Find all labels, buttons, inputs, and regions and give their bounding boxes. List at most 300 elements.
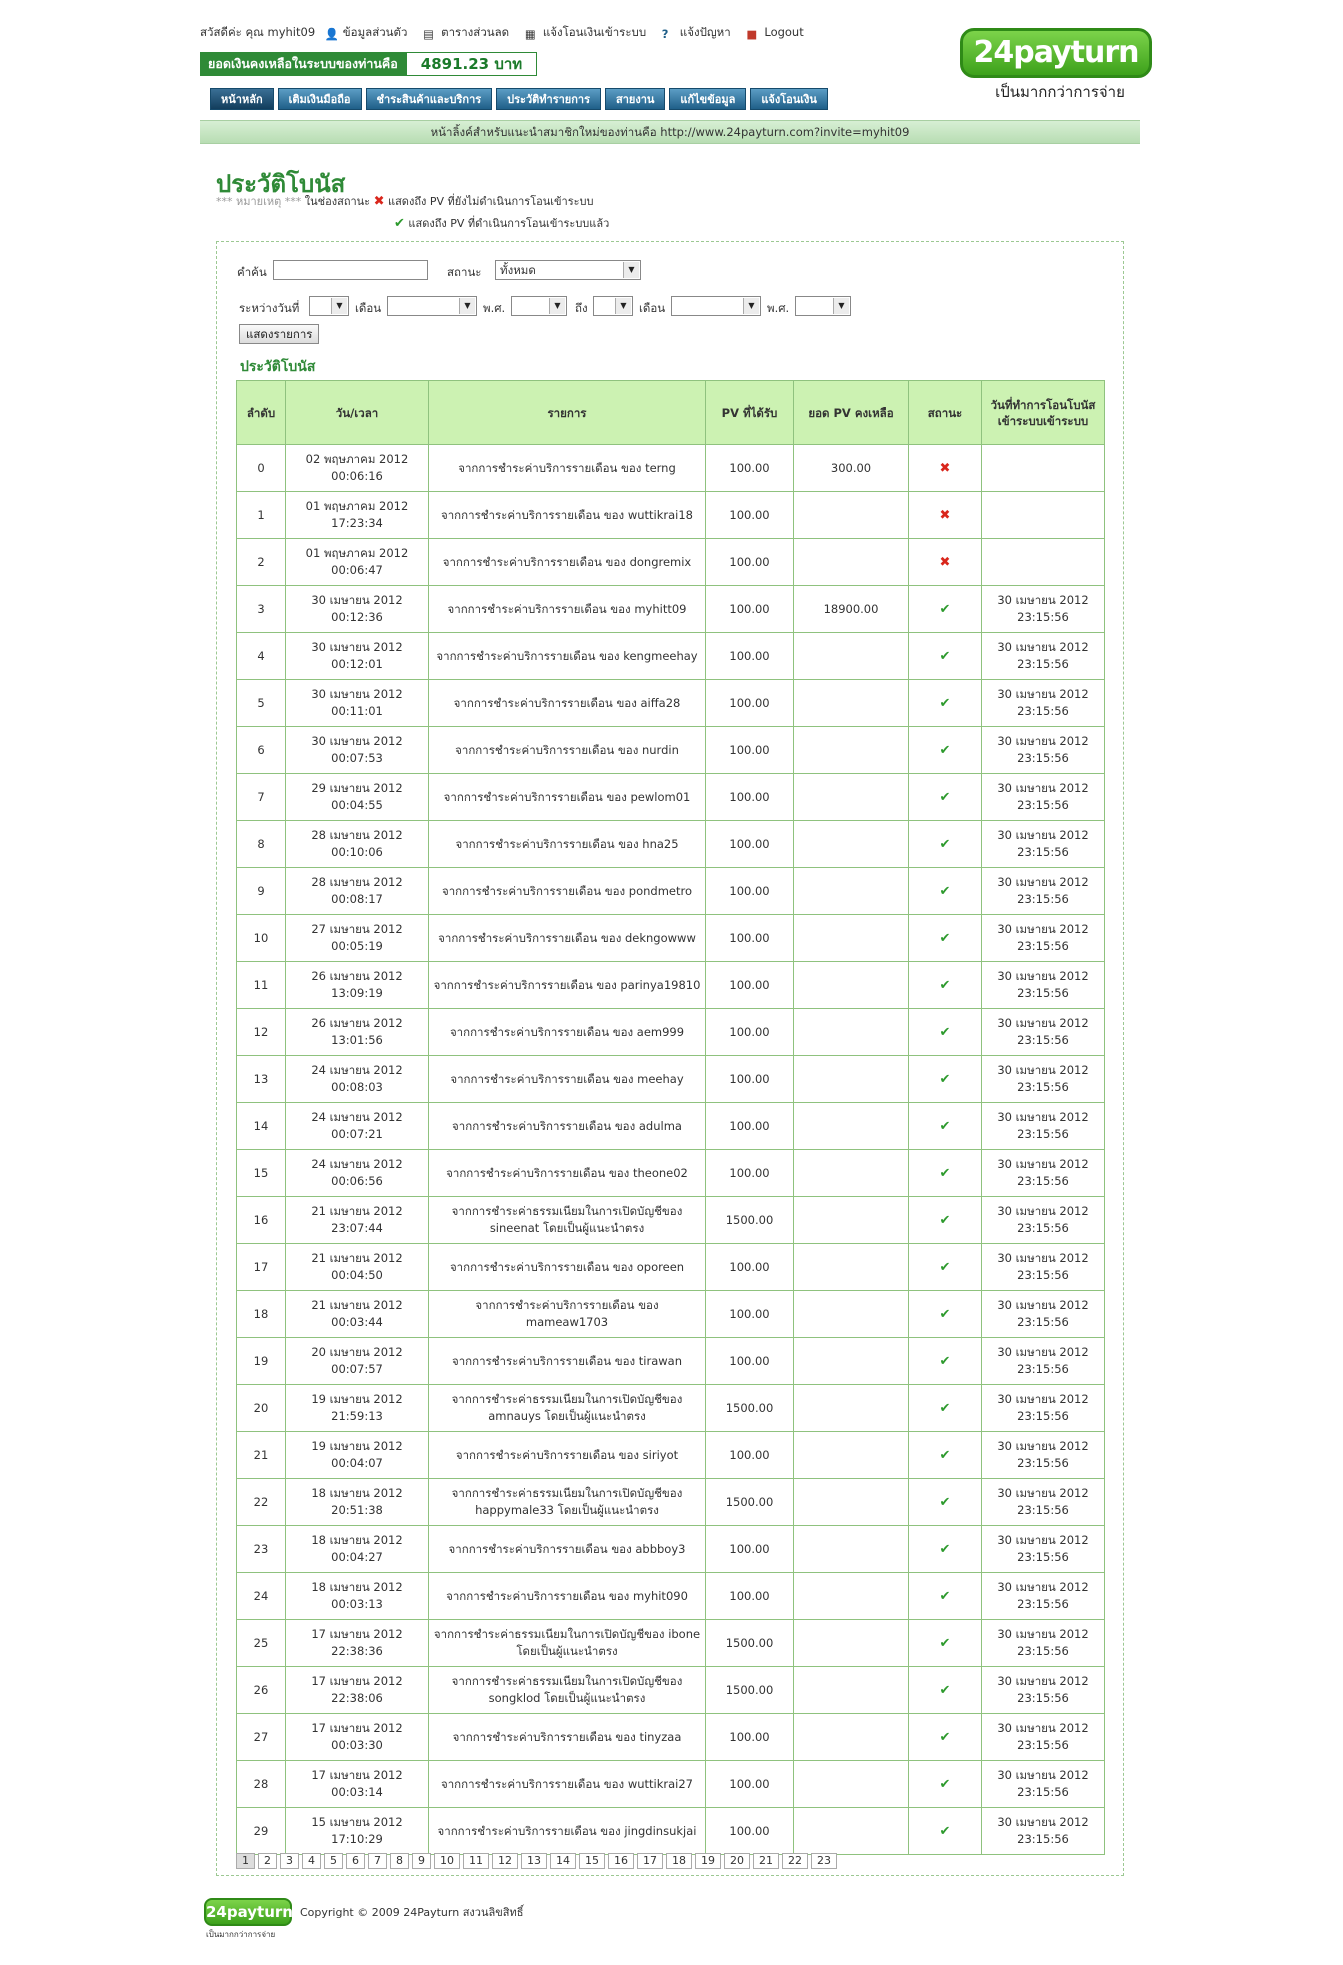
logo-tagline: เป็นมากกว่าการจ่าย [995, 83, 1125, 101]
cell-status [909, 1620, 982, 1667]
cell-item: จากการชำระค่าบริการรายเดือน ของ oporeen [429, 1244, 706, 1291]
cell-transfer-date: 30 เมษายน 2012 23:15:56 [982, 680, 1105, 727]
cell-status [909, 680, 982, 727]
cell-pv-balance [794, 821, 909, 868]
cell-transfer-date: 30 เมษายน 2012 23:15:56 [982, 1385, 1105, 1432]
cell-pv-balance [794, 1432, 909, 1479]
cell-pv-balance [794, 1244, 909, 1291]
cell-no: 14 [237, 1103, 286, 1150]
cell-transfer-date: 30 เมษายน 2012 23:15:56 [982, 1197, 1105, 1244]
cell-item: จากการชำระค่าบริการรายเดือน ของ tirawan [429, 1338, 706, 1385]
cell-pv: 100.00 [706, 1009, 794, 1056]
cell-datetime: 26 เมษายน 2012 13:01:56 [286, 1009, 429, 1056]
cell-pv: 100.00 [706, 1526, 794, 1573]
cell-datetime: 21 เมษายน 2012 00:03:44 [286, 1291, 429, 1338]
page-link[interactable]: 15 [579, 1853, 605, 1869]
cell-pv-balance [794, 680, 909, 727]
page-link[interactable]: 19 [695, 1853, 721, 1869]
day-to-select[interactable] [593, 296, 633, 316]
cell-no: 21 [237, 1432, 286, 1479]
cell-pv-balance [794, 539, 909, 586]
cell-datetime: 30 เมษายน 2012 00:07:53 [286, 727, 429, 774]
page-link[interactable]: 2 [258, 1853, 277, 1869]
tab-mobile-topup[interactable]: เติมเงินมือถือ [278, 88, 362, 110]
month-from-label: เดือน [355, 301, 382, 315]
cell-status [909, 445, 982, 492]
cell-datetime: 15 เมษายน 2012 17:10:29 [286, 1808, 429, 1855]
greeting: สวัสดีค่ะ คุณ myhit09 [200, 25, 316, 39]
cell-transfer-date: 30 เมษายน 2012 23:15:56 [982, 868, 1105, 915]
page-link[interactable]: 13 [521, 1853, 547, 1869]
brand-logo[interactable] [960, 28, 1160, 104]
check-icon: ✔ [939, 601, 951, 617]
cell-no: 8 [237, 821, 286, 868]
check-icon: ✔ [939, 1541, 951, 1557]
cell-item: จากการชำระค่าบริการรายเดือน ของ parinya19810 [429, 962, 706, 1009]
cell-transfer-date: 30 เมษายน 2012 23:15:56 [982, 962, 1105, 1009]
cell-status [909, 962, 982, 1009]
report-problem-link[interactable]: ? แจ้งปัญหา [661, 25, 731, 41]
chevron-down-icon: ▼ [833, 298, 849, 314]
table-row [237, 1667, 1105, 1714]
cell-pv-balance [794, 633, 909, 680]
note-done: แสดงถึง PV ที่ดำเนินการโอนเข้าระบบแล้ว [408, 217, 610, 230]
cell-pv: 100.00 [706, 821, 794, 868]
table-row [237, 821, 1105, 868]
cell-transfer-date: 30 เมษายน 2012 23:15:56 [982, 1479, 1105, 1526]
table-row [237, 586, 1105, 633]
cell-pv: 100.00 [706, 1808, 794, 1855]
cell-status [909, 727, 982, 774]
cell-item: จากการชำระค่าบริการรายเดือน ของ siriyot [429, 1432, 706, 1479]
check-icon: ✔ [939, 1494, 951, 1510]
page-link[interactable]: 14 [550, 1853, 576, 1869]
page-link[interactable]: 8 [390, 1853, 409, 1869]
cell-pv-balance [794, 1338, 909, 1385]
table-row [237, 680, 1105, 727]
cell-status [909, 774, 982, 821]
cell-datetime: 26 เมษายน 2012 13:09:19 [286, 962, 429, 1009]
table-row [237, 1432, 1105, 1479]
cell-pv-balance [794, 492, 909, 539]
cell-pv: 100.00 [706, 445, 794, 492]
cell-transfer-date: 30 เมษายน 2012 23:15:56 [982, 1009, 1105, 1056]
cell-datetime: 28 เมษายน 2012 00:10:06 [286, 821, 429, 868]
page-link[interactable]: 12 [492, 1853, 518, 1869]
table-header-row [237, 381, 1105, 445]
page-link[interactable]: 4 [302, 1853, 321, 1869]
cell-datetime: 24 เมษายน 2012 00:08:03 [286, 1056, 429, 1103]
check-icon: ✔ [939, 1447, 951, 1463]
note-line-1 [216, 192, 594, 210]
cell-pv: 1500.00 [706, 1667, 794, 1714]
cell-pv: 100.00 [706, 539, 794, 586]
col-status: สถานะ [909, 381, 982, 445]
cell-no: 22 [237, 1479, 286, 1526]
to-label: ถึง [575, 301, 588, 315]
cell-transfer-date: 30 เมษายน 2012 23:15:56 [982, 1103, 1105, 1150]
cell-pv-balance [794, 1714, 909, 1761]
cell-no: 0 [237, 445, 286, 492]
cell-item: จากการชำระค่าธรรมเนียมในการเปิดบัญชีของ songklod โดยเป็นผู้แนะนำตรง [429, 1667, 706, 1714]
cell-item: จากการชำระค่าบริการรายเดือน ของ mameaw1703 [429, 1291, 706, 1338]
table-row [237, 962, 1105, 1009]
cell-no: 4 [237, 633, 286, 680]
cross-icon: ✖ [939, 554, 951, 570]
check-icon: ✔ [939, 695, 951, 711]
check-icon: ✔ [394, 216, 405, 231]
cell-item: จากการชำระค่าบริการรายเดือน ของ kengmeehay [429, 633, 706, 680]
check-icon: ✔ [939, 789, 951, 805]
page-link[interactable]: 21 [753, 1853, 779, 1869]
day-from-select[interactable] [309, 296, 349, 316]
cell-pv: 1500.00 [706, 1385, 794, 1432]
cell-datetime: 18 เมษายน 2012 00:04:27 [286, 1526, 429, 1573]
cell-item: จากการชำระค่าบริการรายเดือน ของ wuttikrai18 [429, 492, 706, 539]
cell-no: 27 [237, 1714, 286, 1761]
cell-status [909, 1150, 982, 1197]
table-row [237, 1009, 1105, 1056]
cell-pv-balance [794, 774, 909, 821]
table-row [237, 1526, 1105, 1573]
page-link[interactable]: 6 [346, 1853, 365, 1869]
check-icon: ✔ [939, 1259, 951, 1275]
balance-value: 4891.23 บาท [406, 52, 537, 76]
cell-transfer-date: 30 เมษายน 2012 23:15:56 [982, 1808, 1105, 1855]
cell-item: จากการชำระค่าบริการรายเดือน ของ aiffa28 [429, 680, 706, 727]
page-link[interactable]: 22 [782, 1853, 808, 1869]
cell-datetime: 17 เมษายน 2012 00:03:14 [286, 1761, 429, 1808]
cell-item: จากการชำระค่าบริการรายเดือน ของ pewlom01 [429, 774, 706, 821]
month-to-select[interactable] [671, 296, 761, 316]
footer-logo-tagline: เป็นมากกว่าการจ่าย [206, 1930, 276, 1939]
tab-pay-bills[interactable]: ชำระสินค้าและบริการ [366, 88, 493, 110]
cell-status [909, 633, 982, 680]
cell-datetime: 19 เมษายน 2012 00:04:07 [286, 1432, 429, 1479]
cell-item: จากการชำระค่าบริการรายเดือน ของ abbboy3 [429, 1526, 706, 1573]
cell-transfer-date: 30 เมษายน 2012 23:15:56 [982, 1667, 1105, 1714]
cell-no: 18 [237, 1291, 286, 1338]
tab-history[interactable]: ประวัติทำรายการ [496, 88, 601, 110]
table-row [237, 774, 1105, 821]
cell-item: จากการชำระค่าธรรมเนียมในการเปิดบัญชีของ sineenat โดยเป็นผู้แนะนำตรง [429, 1197, 706, 1244]
table-row [237, 1197, 1105, 1244]
cell-pv: 100.00 [706, 727, 794, 774]
keyword-label: คำค้น [237, 265, 267, 279]
table-row [237, 633, 1105, 680]
cell-status [909, 1573, 982, 1620]
cell-transfer-date: 30 เมษายน 2012 23:15:56 [982, 1291, 1105, 1338]
cell-no: 19 [237, 1338, 286, 1385]
cell-no: 1 [237, 492, 286, 539]
check-icon: ✔ [939, 930, 951, 946]
document-icon: ▦ [524, 27, 536, 41]
check-icon: ✔ [939, 1729, 951, 1745]
cell-pv: 100.00 [706, 1432, 794, 1479]
cell-no: 2 [237, 539, 286, 586]
cell-pv: 100.00 [706, 1338, 794, 1385]
tab-home[interactable]: หน้าหลัก [210, 88, 274, 110]
cell-datetime: 18 เมษายน 2012 00:03:13 [286, 1573, 429, 1620]
cell-pv: 100.00 [706, 1291, 794, 1338]
cell-transfer-date: 30 เมษายน 2012 23:15:56 [982, 1056, 1105, 1103]
table-row [237, 492, 1105, 539]
chevron-down-icon: ▼ [615, 298, 631, 314]
cell-status [909, 1432, 982, 1479]
cell-item: จากการชำระค่าบริการรายเดือน ของ jingdinsukjai [429, 1808, 706, 1855]
profile-link[interactable]: 👤 ข้อมูลส่วนตัว [324, 25, 408, 41]
cell-datetime: 19 เมษายน 2012 21:59:13 [286, 1385, 429, 1432]
cell-pv: 100.00 [706, 1573, 794, 1620]
check-icon: ✔ [939, 1118, 951, 1134]
cell-transfer-date: 30 เมษายน 2012 23:15:56 [982, 586, 1105, 633]
page-link[interactable]: 18 [666, 1853, 692, 1869]
check-icon: ✔ [939, 1071, 951, 1087]
transfer-notice-link[interactable]: ▦ แจ้งโอนเงินเข้าระบบ [524, 25, 647, 41]
col-pv-balance: ยอด PV คงเหลือ [794, 381, 909, 445]
cell-pv-balance [794, 1808, 909, 1855]
month-to-label: เดือน [639, 301, 666, 315]
cell-status [909, 1103, 982, 1150]
pagination [236, 1853, 837, 1869]
footer-logo[interactable]: 24payturn [204, 1898, 292, 1926]
bonus-history-table [236, 380, 1105, 1855]
cell-transfer-date: 30 เมษายน 2012 23:15:56 [982, 915, 1105, 962]
cell-pv-balance [794, 727, 909, 774]
table-row [237, 1620, 1105, 1667]
cell-pv-balance [794, 1573, 909, 1620]
cell-item: จากการชำระค่าธรรมเนียมในการเปิดบัญชีของ amnauys โดยเป็นผู้แนะนำตรง [429, 1385, 706, 1432]
cell-status [909, 1197, 982, 1244]
check-icon: ✔ [939, 1400, 951, 1416]
status-select-value: ทั้งหมด [500, 263, 536, 277]
cell-status [909, 1056, 982, 1103]
check-icon: ✔ [939, 648, 951, 664]
check-icon: ✔ [939, 836, 951, 852]
table-row [237, 915, 1105, 962]
page-link[interactable]: 20 [724, 1853, 750, 1869]
cell-no: 6 [237, 727, 286, 774]
page-link[interactable]: 10 [434, 1853, 460, 1869]
page-link[interactable]: 7 [368, 1853, 387, 1869]
logout-link[interactable]: ■ Logout [746, 25, 804, 41]
page-link[interactable]: 17 [637, 1853, 663, 1869]
cell-transfer-date: 30 เมษายน 2012 23:15:56 [982, 1338, 1105, 1385]
page-link[interactable]: 23 [811, 1853, 837, 1869]
cell-no: 24 [237, 1573, 286, 1620]
cell-datetime: 17 เมษายน 2012 00:03:30 [286, 1714, 429, 1761]
cell-datetime: 02 พฤษภาคม 2012 00:06:16 [286, 445, 429, 492]
cell-pv: 100.00 [706, 915, 794, 962]
cell-transfer-date: 30 เมษายน 2012 23:15:56 [982, 727, 1105, 774]
cell-item: จากการชำระค่าบริการรายเดือน ของ adulma [429, 1103, 706, 1150]
cell-datetime: 28 เมษายน 2012 00:08:17 [286, 868, 429, 915]
show-list-button[interactable]: แสดงรายการ [239, 324, 319, 344]
cell-transfer-date: 30 เมษายน 2012 23:15:56 [982, 1244, 1105, 1291]
cell-no: 23 [237, 1526, 286, 1573]
cell-item: จากการชำระค่าบริการรายเดือน ของ hna25 [429, 821, 706, 868]
top-links [200, 24, 816, 42]
discount-table-link[interactable]: ▤ ตารางส่วนลด [423, 25, 510, 41]
cell-status [909, 1338, 982, 1385]
cell-status [909, 1667, 982, 1714]
cell-pv-balance [794, 1150, 909, 1197]
cell-status [909, 492, 982, 539]
table-row [237, 1385, 1105, 1432]
cell-status [909, 1009, 982, 1056]
cell-pv-balance [794, 1526, 909, 1573]
cell-datetime: 20 เมษายน 2012 00:07:57 [286, 1338, 429, 1385]
cell-pv-balance [794, 1103, 909, 1150]
footer [204, 1898, 524, 1939]
table-row [237, 1291, 1105, 1338]
cell-item: จากการชำระค่าธรรมเนียมในการเปิดบัญชีของ happymale33 โดยเป็นผู้แนะนำตรง [429, 1479, 706, 1526]
cell-pv-balance [794, 1291, 909, 1338]
cell-pv-balance [794, 868, 909, 915]
cell-datetime: 27 เมษายน 2012 00:05:19 [286, 915, 429, 962]
cell-pv: 100.00 [706, 1103, 794, 1150]
cell-status [909, 1385, 982, 1432]
cross-icon: ✖ [939, 507, 951, 523]
note-prefix: *** หมายเหตุ *** [216, 195, 302, 208]
cell-no: 3 [237, 586, 286, 633]
cell-no: 5 [237, 680, 286, 727]
page-title: ประวัติโบนัส [216, 170, 346, 198]
cell-datetime: 24 เมษายน 2012 00:06:56 [286, 1150, 429, 1197]
cell-status [909, 1714, 982, 1761]
cell-pv-balance [794, 1056, 909, 1103]
cell-no: 15 [237, 1150, 286, 1197]
cell-datetime: 30 เมษายน 2012 00:11:01 [286, 680, 429, 727]
cell-pv: 100.00 [706, 1714, 794, 1761]
year-to-select[interactable] [795, 296, 851, 316]
page-link[interactable]: 16 [608, 1853, 634, 1869]
cell-pv: 100.00 [706, 1056, 794, 1103]
cell-no: 7 [237, 774, 286, 821]
cell-transfer-date [982, 539, 1105, 586]
cell-no: 11 [237, 962, 286, 1009]
tab-network[interactable]: สายงาน [605, 88, 665, 110]
cell-item: จากการชำระค่าบริการรายเดือน ของ nurdin [429, 727, 706, 774]
cell-status [909, 1761, 982, 1808]
cell-item: จากการชำระค่าธรรมเนียมในการเปิดบัญชีของ ibone โดยเป็นผู้แนะนำตรง [429, 1620, 706, 1667]
cell-pv-balance [794, 962, 909, 1009]
logo-text: 24payturn [960, 28, 1152, 78]
chevron-down-icon: ▼ [623, 262, 639, 278]
lock-icon: ■ [746, 27, 758, 41]
cell-pv: 100.00 [706, 492, 794, 539]
cell-pv-balance [794, 1197, 909, 1244]
table-row [237, 1808, 1105, 1855]
table-row [237, 1338, 1105, 1385]
cell-pv-balance: 18900.00 [794, 586, 909, 633]
keyword-input[interactable] [273, 260, 428, 280]
cell-pv-balance [794, 1385, 909, 1432]
table-row [237, 868, 1105, 915]
check-icon: ✔ [939, 1588, 951, 1604]
check-icon: ✔ [939, 1823, 951, 1839]
cell-no: 28 [237, 1761, 286, 1808]
month-from-select[interactable] [387, 296, 477, 316]
cell-no: 16 [237, 1197, 286, 1244]
table-icon: ▤ [423, 27, 434, 41]
cell-transfer-date: 30 เมษายน 2012 23:15:56 [982, 1150, 1105, 1197]
cell-status [909, 915, 982, 962]
cell-no: 29 [237, 1808, 286, 1855]
cell-pv-balance [794, 1009, 909, 1056]
tab-edit-profile[interactable]: แก้ไขข้อมูล [669, 88, 746, 110]
cell-datetime: 18 เมษายน 2012 20:51:38 [286, 1479, 429, 1526]
table-title: ประวัติโบนัส [240, 359, 316, 375]
cell-datetime: 30 เมษายน 2012 00:12:01 [286, 633, 429, 680]
table-row [237, 539, 1105, 586]
chevron-down-icon: ▼ [459, 298, 475, 314]
year-from-select[interactable] [511, 296, 567, 316]
cell-datetime: 01 พฤษภาคม 2012 00:06:47 [286, 539, 429, 586]
cell-item: จากการชำระค่าบริการรายเดือน ของ aem999 [429, 1009, 706, 1056]
cell-datetime: 21 เมษายน 2012 00:04:50 [286, 1244, 429, 1291]
table-row [237, 1103, 1105, 1150]
cell-no: 10 [237, 915, 286, 962]
check-icon: ✔ [939, 977, 951, 993]
page-link[interactable]: 3 [280, 1853, 299, 1869]
col-item: รายการ [429, 381, 706, 445]
invite-bar: หน้าลิ้งค์สำหรับแนะนำสมาชิกใหม่ของท่านคือ http://www.24payturn.com?invite=myhit09 [200, 120, 1140, 144]
page-link[interactable]: 9 [412, 1853, 431, 1869]
chevron-down-icon: ▼ [549, 298, 565, 314]
cell-no: 13 [237, 1056, 286, 1103]
page-link[interactable]: 5 [324, 1853, 343, 1869]
cell-pv: 1500.00 [706, 1197, 794, 1244]
check-icon: ✔ [939, 883, 951, 899]
tab-transfer-notice[interactable]: แจ้งโอนเงิน [750, 88, 828, 110]
page-link[interactable]: 11 [463, 1853, 489, 1869]
check-icon: ✔ [939, 742, 951, 758]
status-select[interactable] [495, 260, 641, 280]
col-datetime: วัน/เวลา [286, 381, 429, 445]
chevron-down-icon: ▼ [743, 298, 759, 314]
cell-pv: 100.00 [706, 1761, 794, 1808]
check-icon: ✔ [939, 1212, 951, 1228]
cell-transfer-date: 30 เมษายน 2012 23:15:56 [982, 1526, 1105, 1573]
cell-transfer-date: 30 เมษายน 2012 23:15:56 [982, 1620, 1105, 1667]
cell-pv: 100.00 [706, 680, 794, 727]
cell-pv: 100.00 [706, 633, 794, 680]
cell-no: 9 [237, 868, 286, 915]
cell-status [909, 586, 982, 633]
table-row [237, 1150, 1105, 1197]
cell-pv: 1500.00 [706, 1620, 794, 1667]
status-label: สถานะ [447, 265, 482, 279]
cell-datetime: 17 เมษายน 2012 22:38:36 [286, 1620, 429, 1667]
help-icon: ? [661, 27, 669, 41]
page-link[interactable]: 1 [236, 1853, 255, 1869]
cell-no: 17 [237, 1244, 286, 1291]
cell-item: จากการชำระค่าบริการรายเดือน ของ myhit090 [429, 1573, 706, 1620]
cell-pv-balance [794, 1620, 909, 1667]
col-pv: PV ที่ได้รับ [706, 381, 794, 445]
table-row [237, 1479, 1105, 1526]
cell-no: 20 [237, 1385, 286, 1432]
user-icon: 👤 [324, 27, 340, 41]
cell-status [909, 1526, 982, 1573]
cell-pv: 100.00 [706, 586, 794, 633]
cell-no: 25 [237, 1620, 286, 1667]
cell-datetime: 21 เมษายน 2012 23:07:44 [286, 1197, 429, 1244]
chevron-down-icon: ▼ [331, 298, 347, 314]
cell-item: จากการชำระค่าบริการรายเดือน ของ terng [429, 445, 706, 492]
cell-datetime: 30 เมษายน 2012 00:12:36 [286, 586, 429, 633]
